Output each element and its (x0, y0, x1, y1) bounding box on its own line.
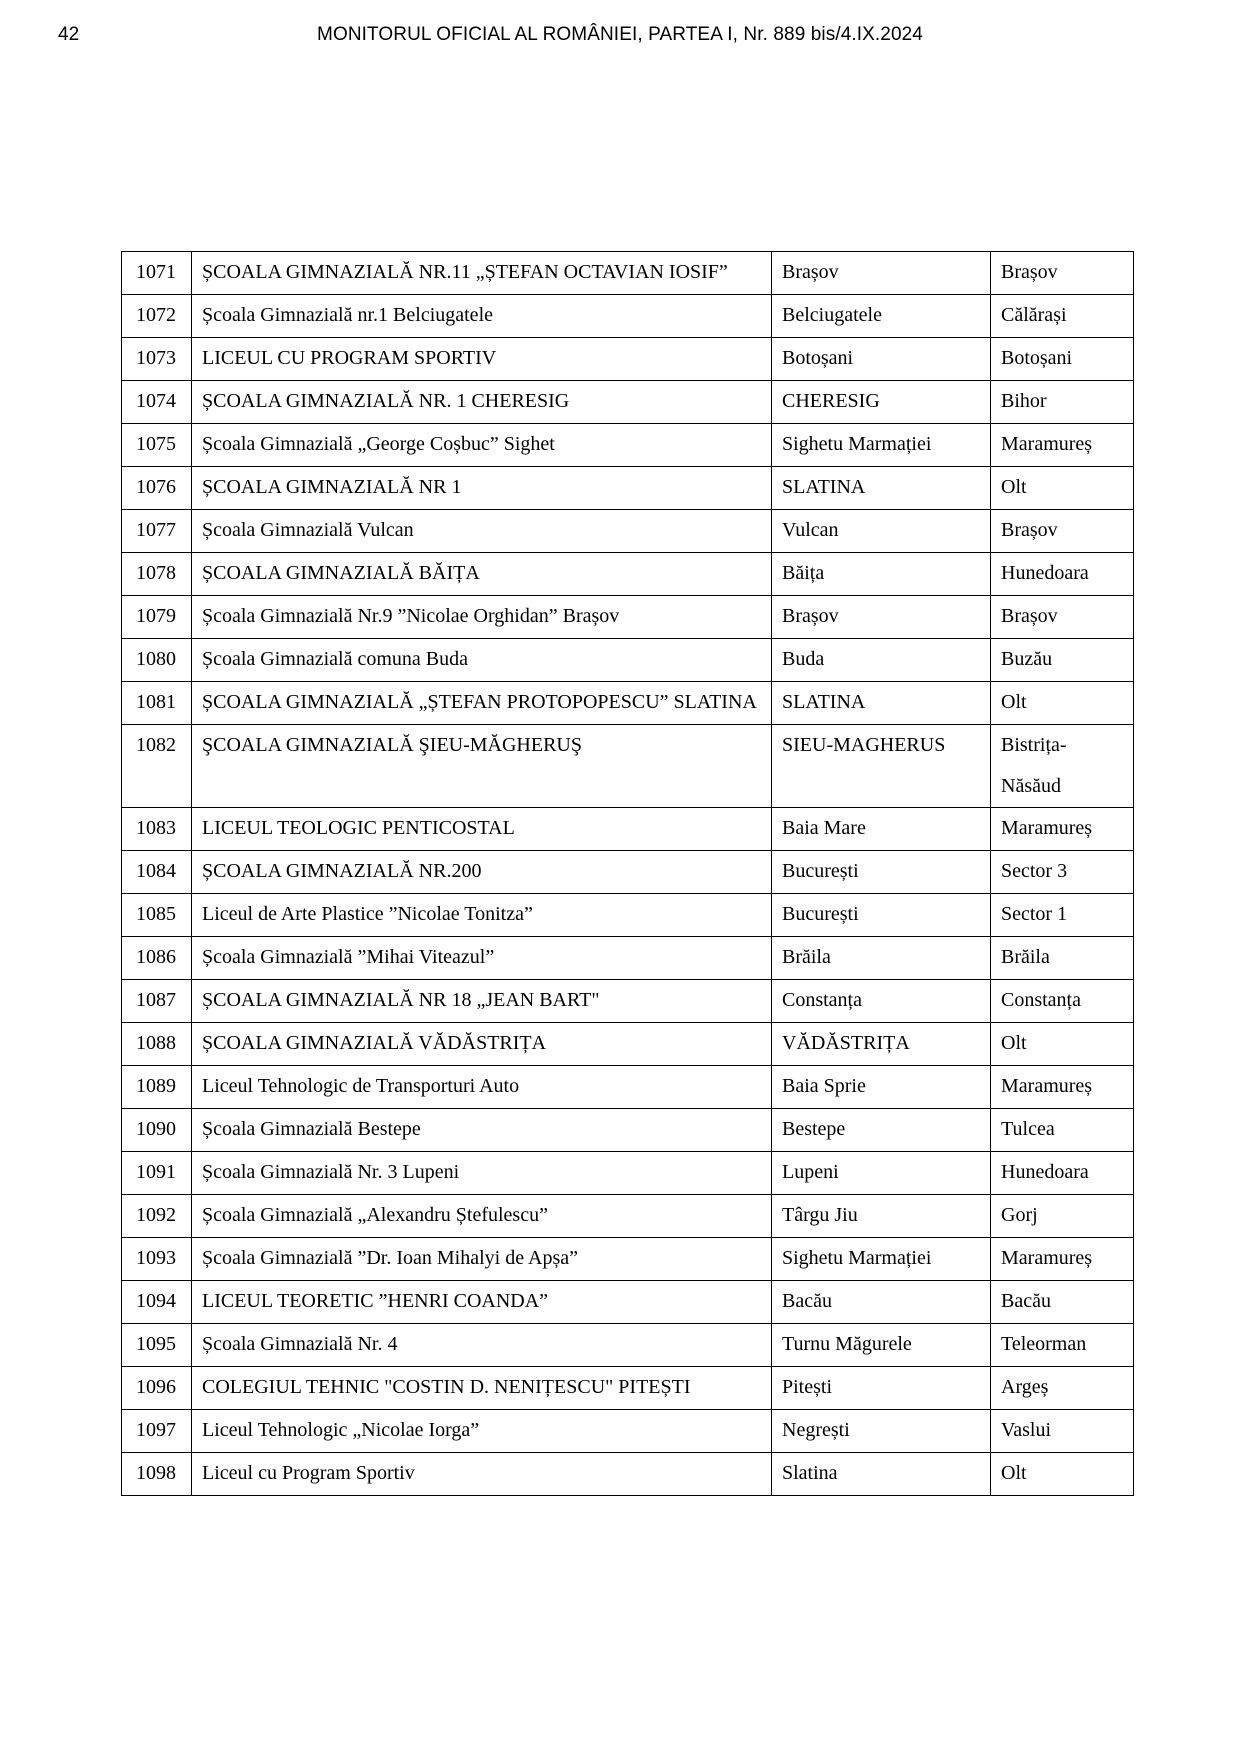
cell-county: Călărași (991, 295, 1134, 338)
cell-county: Maramureș (991, 1238, 1134, 1281)
cell-school-name: Școala Gimnazială Vulcan (192, 510, 772, 553)
cell-school-name: Școala Gimnazială Nr.9 ”Nicolae Orghidan” Brașov (192, 596, 772, 639)
cell-school-name: Liceul de Arte Plastice ”Nicolae Tonitza” (192, 894, 772, 937)
cell-nr: 1087 (122, 980, 192, 1023)
cell-nr: 1089 (122, 1066, 192, 1109)
cell-locality: Sighetu Marmației (772, 424, 991, 467)
cell-nr: 1074 (122, 381, 192, 424)
table-row (122, 808, 1134, 851)
cell-county: Hunedoara (991, 1152, 1134, 1195)
cell-nr: 1097 (122, 1410, 192, 1453)
table-row (122, 682, 1134, 725)
cell-county: Brăila (991, 937, 1134, 980)
cell-nr: 1094 (122, 1281, 192, 1324)
cell-school-name: Liceul Tehnologic „Nicolae Iorga” (192, 1410, 772, 1453)
cell-locality: București (772, 851, 991, 894)
cell-locality: Botoșani (772, 338, 991, 381)
cell-nr: 1073 (122, 338, 192, 381)
table-row (122, 1195, 1134, 1238)
cell-county: Brașov (991, 252, 1134, 295)
cell-school-name: ȘCOALA GIMNAZIALĂ NR. 1 CHERESIG (192, 381, 772, 424)
cell-school-name: LICEUL TEOLOGIC PENTICOSTAL (192, 808, 772, 851)
table-body (122, 252, 1134, 1496)
cell-locality: Belciugatele (772, 295, 991, 338)
cell-school-name: Școala Gimnazială ”Mihai Viteazul” (192, 937, 772, 980)
table-row (122, 596, 1134, 639)
cell-school-name: Școala Gimnazială comuna Buda (192, 639, 772, 682)
cell-nr: 1072 (122, 295, 192, 338)
cell-county: Brașov (991, 510, 1134, 553)
cell-county: Constanța (991, 980, 1134, 1023)
cell-county: Olt (991, 467, 1134, 510)
table-row (122, 1066, 1134, 1109)
cell-school-name: Școala Gimnazială Nr. 3 Lupeni (192, 1152, 772, 1195)
cell-nr: 1080 (122, 639, 192, 682)
cell-school-name: LICEUL TEORETIC ”HENRI COANDA” (192, 1281, 772, 1324)
table-row (122, 295, 1134, 338)
cell-county: Sector 1 (991, 894, 1134, 937)
cell-locality: Brăila (772, 937, 991, 980)
cell-school-name: Școala Gimnazială nr.1 Belciugatele (192, 295, 772, 338)
table-row (122, 937, 1134, 980)
cell-school-name: LICEUL CU PROGRAM SPORTIV (192, 338, 772, 381)
cell-county: Hunedoara (991, 553, 1134, 596)
cell-locality: Buda (772, 639, 991, 682)
cell-locality: București (772, 894, 991, 937)
cell-nr: 1077 (122, 510, 192, 553)
table-row (122, 725, 1134, 808)
table-row (122, 1281, 1134, 1324)
cell-nr: 1075 (122, 424, 192, 467)
cell-school-name: Școala Gimnazială Bestepe (192, 1109, 772, 1152)
table-row (122, 851, 1134, 894)
cell-school-name: Școala Gimnazială „George Coșbuc” Sighet (192, 424, 772, 467)
cell-county: Sector 3 (991, 851, 1134, 894)
table-row (122, 381, 1134, 424)
cell-nr: 1090 (122, 1109, 192, 1152)
cell-nr: 1091 (122, 1152, 192, 1195)
table-row (122, 1324, 1134, 1367)
cell-locality: Negrești (772, 1410, 991, 1453)
cell-locality: Slatina (772, 1453, 991, 1496)
table-row (122, 553, 1134, 596)
cell-school-name: ȘCOALA GIMNAZIALĂ VĂDĂSTRIȚA (192, 1023, 772, 1066)
table-row (122, 467, 1134, 510)
cell-county: Brașov (991, 596, 1134, 639)
cell-nr: 1083 (122, 808, 192, 851)
cell-nr: 1078 (122, 553, 192, 596)
cell-school-name: Școala Gimnazială ”Dr. Ioan Mihalyi de Apșa” (192, 1238, 772, 1281)
cell-school-name: ȘCOALA GIMNAZIALĂ NR 1 (192, 467, 772, 510)
table-row (122, 1410, 1134, 1453)
cell-county: Tulcea (991, 1109, 1134, 1152)
cell-county: Gorj (991, 1195, 1134, 1238)
table-row (122, 424, 1134, 467)
cell-locality: Bestepe (772, 1109, 991, 1152)
cell-county: Olt (991, 1453, 1134, 1496)
table-row (122, 1367, 1134, 1410)
table-row (122, 1453, 1134, 1496)
cell-county: Olt (991, 1023, 1134, 1066)
cell-county: Maramureș (991, 808, 1134, 851)
table-row (122, 1238, 1134, 1281)
cell-nr: 1088 (122, 1023, 192, 1066)
cell-locality: Turnu Măgurele (772, 1324, 991, 1367)
table-row (122, 338, 1134, 381)
cell-school-name: COLEGIUL TEHNIC "COSTIN D. NENIȚESCU" PITEȘTI (192, 1367, 772, 1410)
cell-locality: Brașov (772, 252, 991, 295)
cell-locality: Baia Sprie (772, 1066, 991, 1109)
cell-locality: Pitești (772, 1367, 991, 1410)
cell-nr: 1086 (122, 937, 192, 980)
cell-county: Botoșani (991, 338, 1134, 381)
table-row (122, 1023, 1134, 1066)
cell-nr: 1085 (122, 894, 192, 937)
cell-locality: Baia Mare (772, 808, 991, 851)
cell-locality: Târgu Jiu (772, 1195, 991, 1238)
cell-nr: 1082 (122, 725, 192, 808)
schools-table (121, 251, 1134, 1496)
cell-locality: Vulcan (772, 510, 991, 553)
page-number: 42 (58, 24, 80, 45)
cell-locality: Lupeni (772, 1152, 991, 1195)
table-row (122, 510, 1134, 553)
cell-locality: SLATINA (772, 682, 991, 725)
cell-nr: 1092 (122, 1195, 192, 1238)
cell-nr: 1098 (122, 1453, 192, 1496)
cell-nr: 1084 (122, 851, 192, 894)
cell-nr: 1071 (122, 252, 192, 295)
cell-school-name: Școala Gimnazială „Alexandru Ștefulescu” (192, 1195, 772, 1238)
cell-locality: VĂDĂSTRIȚA (772, 1023, 991, 1066)
cell-county: Maramureș (991, 1066, 1134, 1109)
cell-nr: 1093 (122, 1238, 192, 1281)
cell-locality: Constanța (772, 980, 991, 1023)
cell-nr: 1096 (122, 1367, 192, 1410)
table-row (122, 980, 1134, 1023)
cell-nr: 1095 (122, 1324, 192, 1367)
cell-locality: SLATINA (772, 467, 991, 510)
cell-school-name: ȘCOALA GIMNAZIALĂ NR.200 (192, 851, 772, 894)
page-header-title: MONITORUL OFICIAL AL ROMÂNIEI, PARTEA I, Nr. 889 bis/4.IX.2024 (317, 24, 923, 45)
cell-school-name: ȘCOALA GIMNAZIALĂ „ȘTEFAN PROTOPOPESCU” SLATINA (192, 682, 772, 725)
cell-nr: 1081 (122, 682, 192, 725)
cell-nr: 1076 (122, 467, 192, 510)
cell-locality: Sighetu Marmației (772, 1238, 991, 1281)
cell-nr: 1079 (122, 596, 192, 639)
cell-county: Bistrița-Năsăud (991, 725, 1134, 808)
cell-locality: Băița (772, 553, 991, 596)
cell-locality: Brașov (772, 596, 991, 639)
table-row (122, 639, 1134, 682)
cell-county: Bihor (991, 381, 1134, 424)
table-row (122, 1109, 1134, 1152)
cell-school-name: ȘCOALA GIMNAZIALĂ BĂIȚA (192, 553, 772, 596)
cell-county: Teleorman (991, 1324, 1134, 1367)
table-row (122, 1152, 1134, 1195)
cell-county: Argeș (991, 1367, 1134, 1410)
cell-county: Bacău (991, 1281, 1134, 1324)
cell-county: Buzău (991, 639, 1134, 682)
cell-school-name: Școala Gimnazială Nr. 4 (192, 1324, 772, 1367)
cell-school-name: Liceul Tehnologic de Transporturi Auto (192, 1066, 772, 1109)
cell-school-name: ȘCOALA GIMNAZIALĂ NR 18 „JEAN BART" (192, 980, 772, 1023)
cell-county: Olt (991, 682, 1134, 725)
cell-school-name: ȘCOALA GIMNAZIALĂ NR.11 „ȘTEFAN OCTAVIAN IOSIF” (192, 252, 772, 295)
cell-school-name: ŞCOALA GIMNAZIALĂ ŞIEU-MĂGHERUŞ (192, 725, 772, 808)
cell-county: Maramureș (991, 424, 1134, 467)
table-row (122, 252, 1134, 295)
cell-school-name: Liceul cu Program Sportiv (192, 1453, 772, 1496)
table-row (122, 894, 1134, 937)
cell-county: Vaslui (991, 1410, 1134, 1453)
cell-locality: Bacău (772, 1281, 991, 1324)
cell-locality: CHERESIG (772, 381, 991, 424)
cell-locality: SIEU-MAGHERUS (772, 725, 991, 808)
